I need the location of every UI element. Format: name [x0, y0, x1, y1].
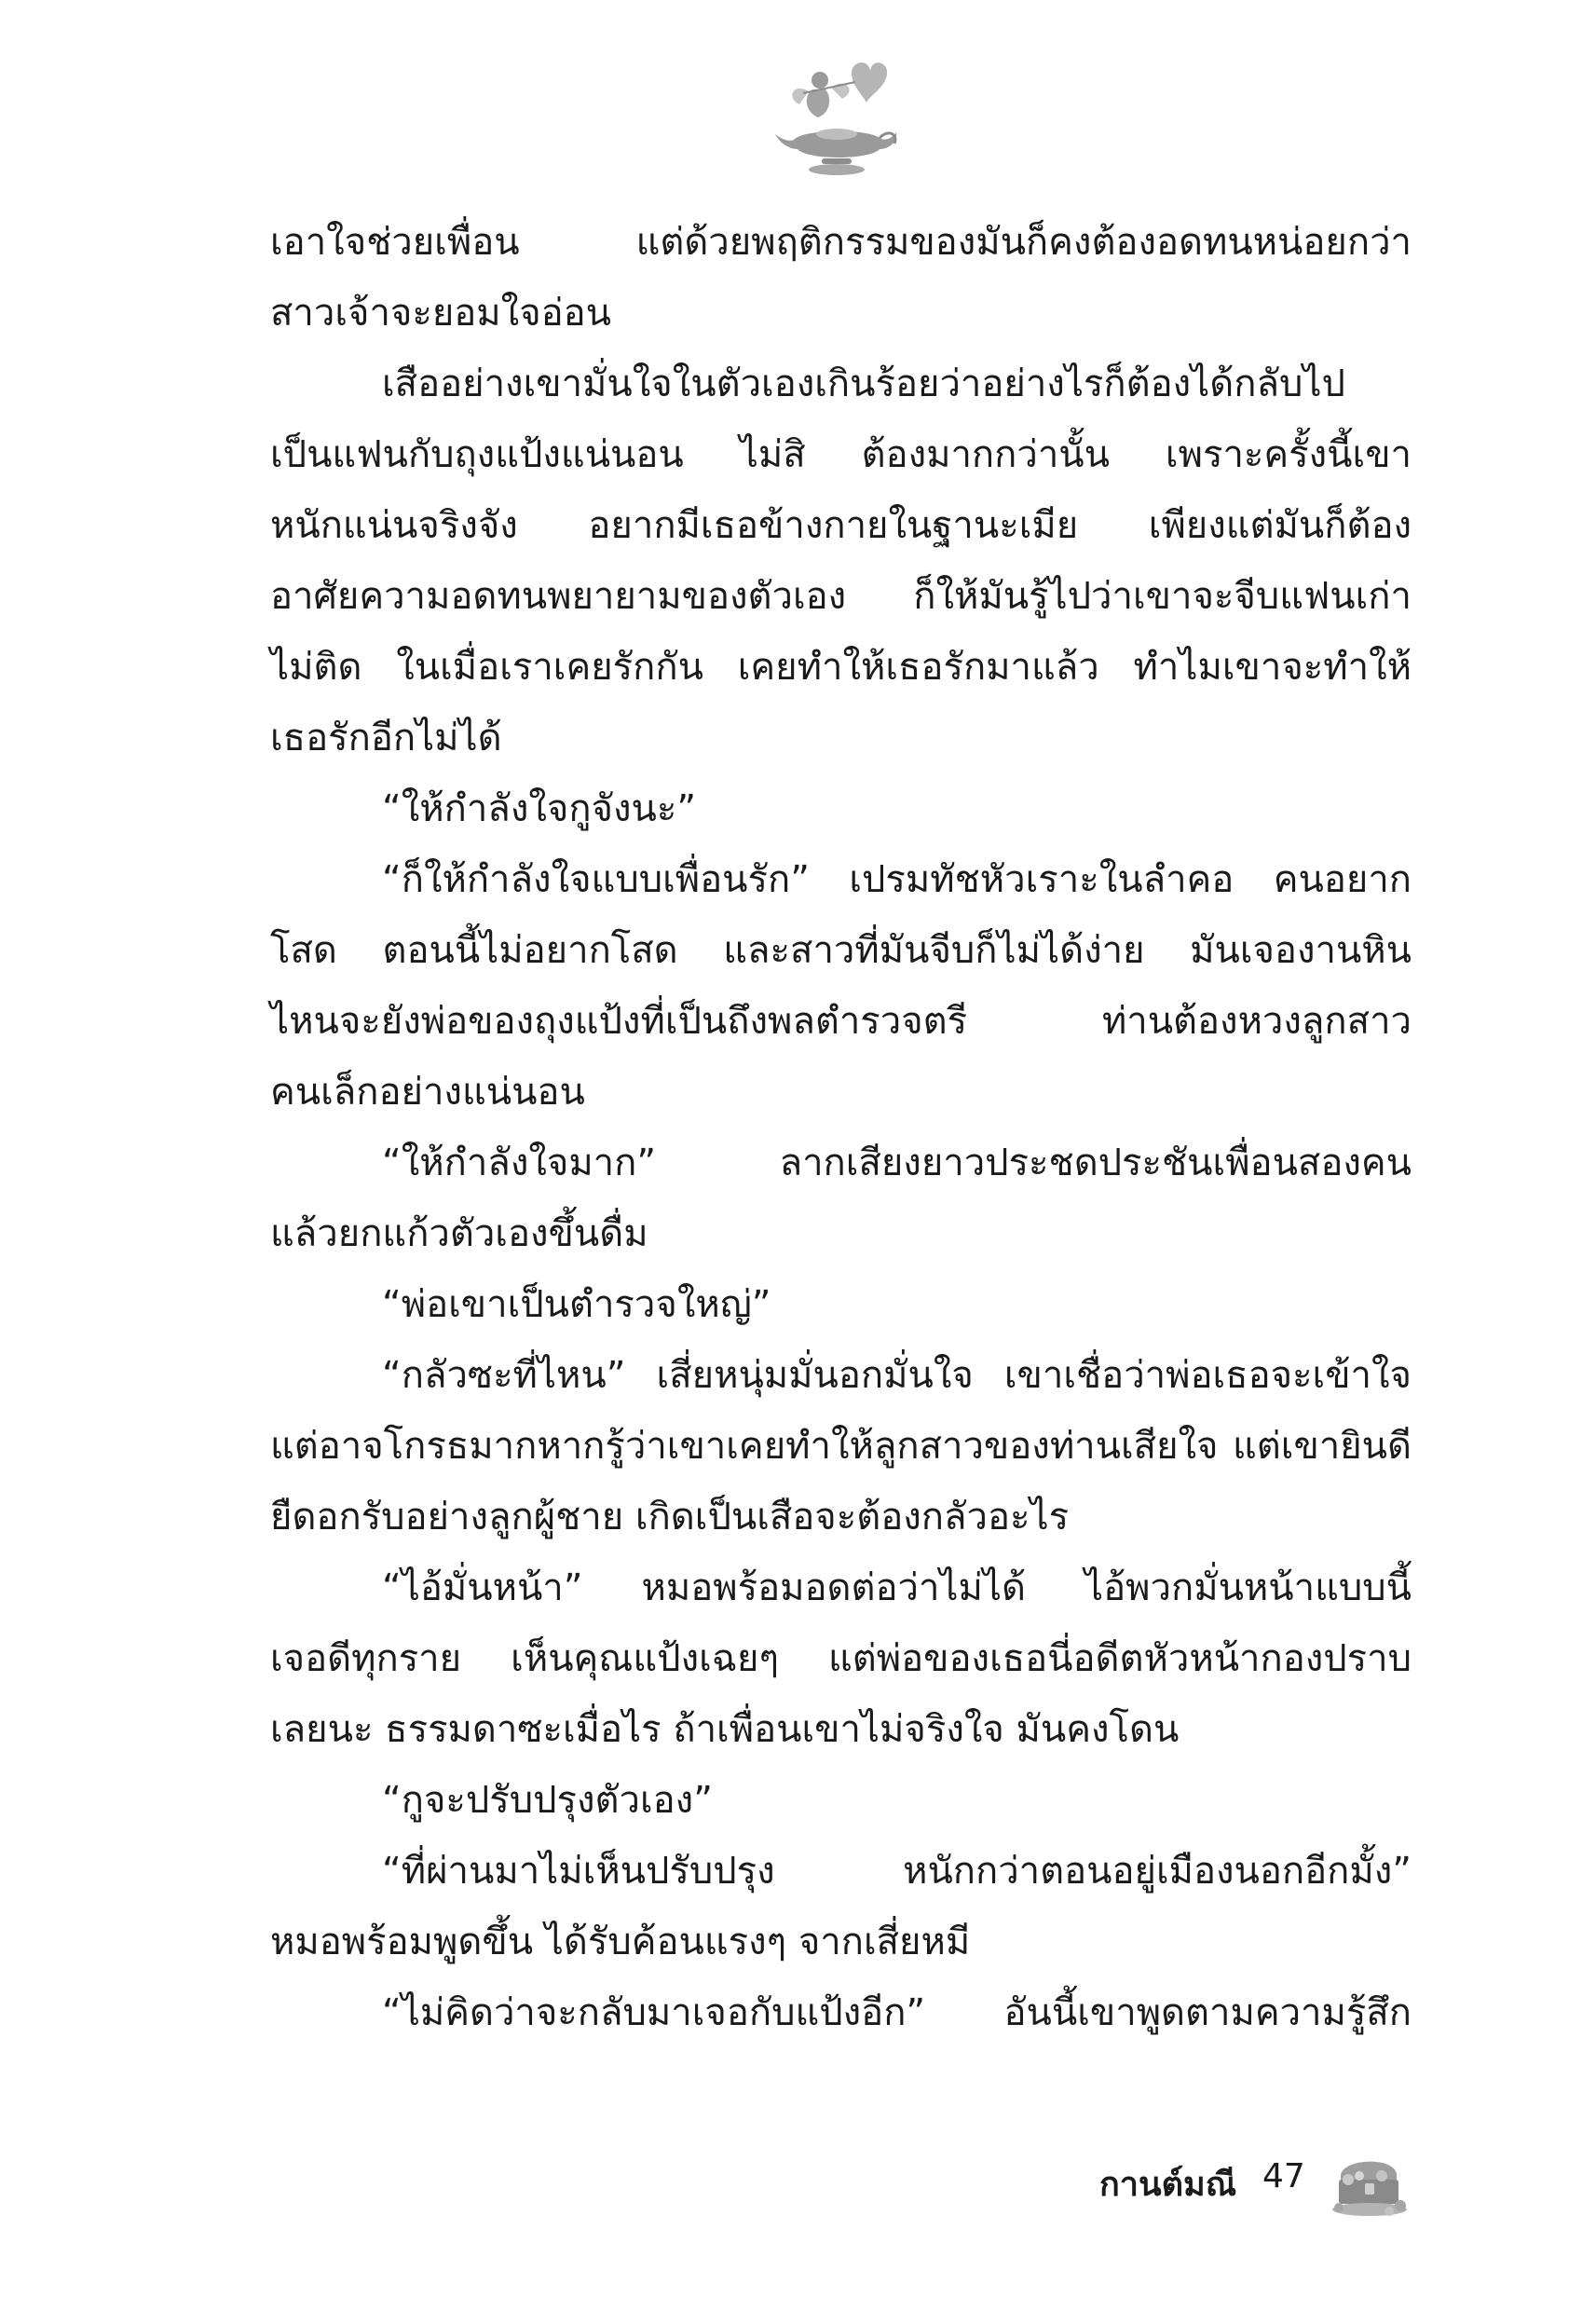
text-line: เธอรักอีกไม่ได้: [270, 717, 502, 759]
treasure-chest-icon: [1328, 2148, 1412, 2218]
text-line: โสด ตอนนี้ไม่อยากโสด และสาวที่มันจีบก็ไม่ได้ง่าย มันเจองานหิน: [270, 929, 1412, 972]
text-line: “กลัวซะที่ไหน” เสี่ยหนุ่มมั่นอกมั่นใจ เขาเชื่อว่าพ่อเธอจะเข้าใจ: [382, 1354, 1412, 1397]
text-line: แล้วยกแก้วตัวเองขึ้นดื่ม: [270, 1212, 648, 1255]
text-line: เป็นแฟนกับถุงแป้งแน่นอน ไม่สิ ต้องมากกว่านั้น เพราะครั้งนี้เขา: [270, 433, 1412, 476]
book-title: กานต์มณี: [1099, 2166, 1237, 2204]
text-line: หนักแน่นจริงจัง อยากมีเธอข้างกายในฐานะเมีย เพียงแต่มันก็ต้อง: [270, 504, 1412, 547]
text-line: ไม่ติด ในเมื่อเราเคยรักกัน เคยทำให้เธอรักมาแล้ว ทำไมเขาจะทำให้: [270, 646, 1412, 689]
text-line: อาศัยความอดทนพยายามของตัวเอง ก็ให้มันรู้ไปว่าเขาจะจีบแฟนเก่า: [270, 575, 1412, 618]
text-line: เอาใจช่วยเพื่อน แต่ด้วยพฤติกรรมของมันก็คงต้องอดทนหน่อยกว่า: [270, 221, 1412, 264]
text-line: “ให้กำลังใจมาก” ลากเสียงยาวประชดประชันเพื่อนสองคน: [382, 1142, 1412, 1184]
text-line: “พ่อเขาเป็นตำรวจใหญ่”: [382, 1283, 771, 1326]
text-line: เลยนะ ธรรมดาซะเมื่อไร ถ้าเพื่อนเขาไม่จริงใจ มันคงโดน: [270, 1708, 1180, 1751]
text-line: ไหนจะยังพ่อของถุงแป้งที่เป็นถึงพลตำรวจตรี ท่านต้องหวงลูกสาว: [270, 1000, 1412, 1043]
text-line: “ที่ผ่านมาไม่เห็นปรับปรุง หนักกว่าตอนอยู่เมืองนอกอีกมั้ง”: [382, 1850, 1412, 1893]
text-line: “ก็ให้กำลังใจแบบเพื่อนรัก” เปรมทัชหัวเราะในลำคอ คนอยาก: [382, 858, 1412, 901]
cupid-magic-lamp-ornament-icon: [766, 45, 906, 185]
page-footer: [1099, 2148, 1425, 2222]
text-line: แต่อาจโกรธมากหากรู้ว่าเขาเคยทำให้ลูกสาวของท่านเสียใจ แต่เขายินดี: [270, 1425, 1412, 1468]
text-line: หมอพร้อมพูดขึ้น ได้รับค้อนแรงๆ จากเสี่ยหมี: [270, 1921, 971, 1963]
text-line: ยืดอกรับอย่างลูกผู้ชาย เกิดเป็นเสือจะต้องกลัวอะไร: [270, 1496, 1070, 1538]
text-line: “กูจะปรับปรุงตัวเอง”: [382, 1779, 713, 1822]
page-number: 47: [1262, 2157, 1305, 2195]
text-line: “ไม่คิดว่าจะกลับมาเจอกับแป้งอีก” อันนี้เขาพูดตามความรู้สึก: [382, 1991, 1412, 2034]
text-line: เสืออย่างเขามั่นใจในตัวเองเกินร้อยว่าอย่างไรก็ต้องได้กลับไป: [382, 362, 1345, 405]
text-line: “ไอ้มั่นหน้า” หมอพร้อมอดต่อว่าไม่ได้ ไอ้พวกมั่นหน้าแบบนี้: [382, 1566, 1412, 1609]
text-line: “ให้กำลังใจกูจังนะ”: [382, 787, 697, 830]
text-line: คนเล็กอย่างแน่นอน: [270, 1071, 585, 1114]
text-line: เจอดีทุกราย เห็นคุณแป้งเฉยๆ แต่พ่อของเธอนี่อดีตหัวหน้ากองปราบ: [270, 1637, 1412, 1680]
text-line: สาวเจ้าจะยอมใจอ่อน: [270, 292, 612, 335]
